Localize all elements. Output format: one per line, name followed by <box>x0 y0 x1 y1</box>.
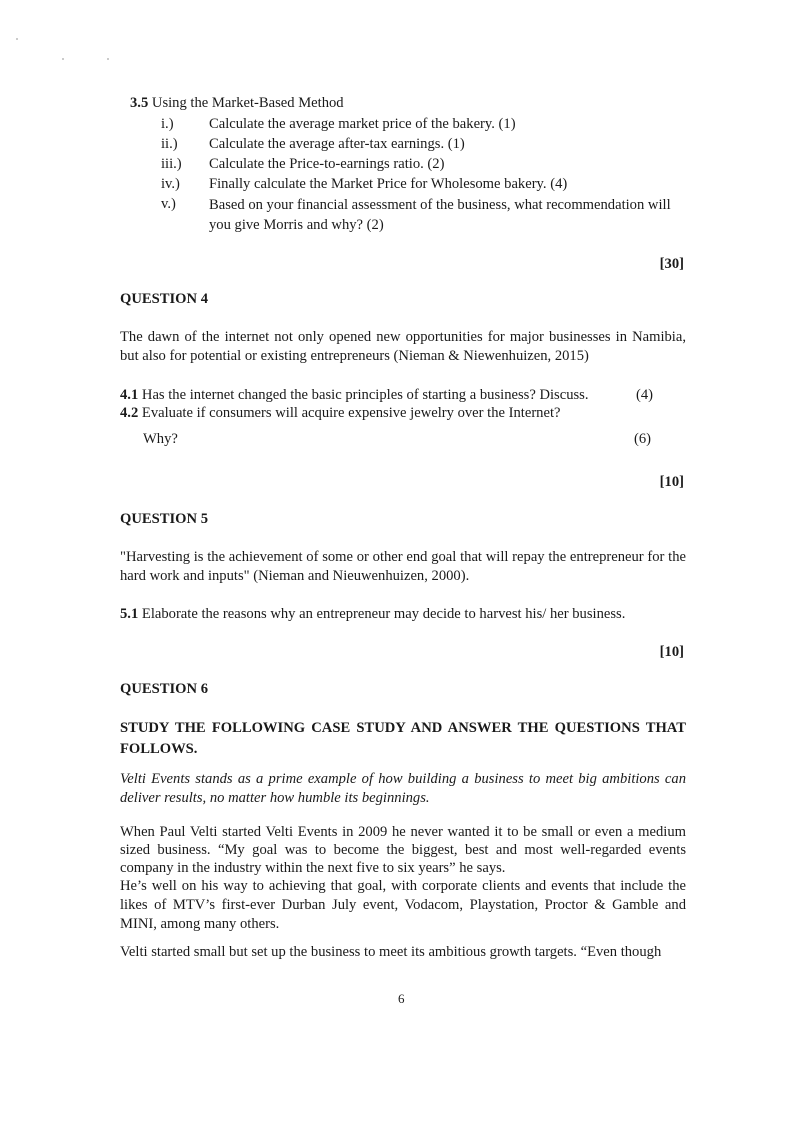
question-3-5-heading <box>130 94 344 113</box>
item-number: v.) <box>161 196 176 212</box>
case-study-paragraph: He’s well on his way to achieving that goal, with corporate clients and events that include the likes of MTV’s first-ever Durban July event, Vodacom, Playstation, Proctor & Gamble and MINI, among many others. <box>120 878 686 932</box>
item-number: iii.) <box>161 156 182 172</box>
total-marks: [30] <box>659 256 684 272</box>
item-text: Calculate the average market price of the bakery. (1) <box>209 116 516 132</box>
case-study-lead: Velti Events stands as a prime example of how building a business to meet big ambitions can deliver results, no matter how humble its beginnings. <box>120 771 686 806</box>
question-text: Why? <box>143 431 178 447</box>
question-intro: The dawn of the internet not only opened new opportunities for major businesses in Namibia, but also for potential or existing entrepreneurs (Nieman & Niewenhuizen, 2015) <box>120 329 686 364</box>
sub-question-4-1 <box>120 386 589 405</box>
question-title: QUESTION 5 <box>120 511 208 527</box>
question-intro: "Harvesting is the achievement of some or other end goal that will repay the entrepreneur for the hard work and inputs" (Nieman and Nieuwenhuizen, 2000). <box>120 549 686 584</box>
marks-allocation: (6) <box>634 431 652 447</box>
case-study-instruction: STUDY THE FOLLOWING CASE STUDY AND ANSWER THE QUESTIONS THAT FOLLOWS. <box>120 720 686 757</box>
sub-question-5-1 <box>120 605 625 624</box>
marks-allocation: (4) <box>636 387 654 403</box>
item-text: Finally calculate the Market Price for Wholesome bakery. (4) <box>209 176 568 192</box>
item-text: Calculate the average after-tax earnings. (1) <box>209 136 465 152</box>
sub-question-4-2 <box>120 404 561 423</box>
question-text: Has the internet changed the basic principles of starting a business? Discuss. <box>138 387 589 403</box>
question-number: 4.2 <box>120 405 139 421</box>
scan-speck <box>107 58 109 60</box>
question-title: QUESTION 6 <box>120 681 208 697</box>
item-text: Based on your financial assessment of the business, what recommendation will you give Morris and why? (2) <box>209 197 671 233</box>
scan-speck <box>62 58 64 60</box>
item-number: iv.) <box>161 176 180 192</box>
total-marks: [10] <box>659 644 684 660</box>
question-number: 5.1 <box>120 606 139 622</box>
case-study-paragraph: When Paul Velti started Velti Events in 2009 he never wanted it to be small or even a medium sized business. “My goal was to become the biggest, best and most well-regarded events company in the industry within the next five to six years” he says. <box>120 824 686 876</box>
item-number: i.) <box>161 116 174 132</box>
question-text: Using the Market-Based Method <box>148 95 344 111</box>
question-title: QUESTION 4 <box>120 291 208 307</box>
item-number: ii.) <box>161 136 178 152</box>
question-number: 3.5 <box>130 95 149 111</box>
question-text: Evaluate if consumers will acquire expensive jewelry over the Internet? <box>138 405 561 421</box>
scan-speck <box>16 38 18 40</box>
item-text: Calculate the Price-to-earnings ratio. (2) <box>209 156 445 172</box>
question-text: Elaborate the reasons why an entrepreneur may decide to harvest his/ her business. <box>138 606 626 622</box>
case-study-paragraph: Velti started small but set up the business to meet its ambitious growth targets. “Even though <box>120 944 662 960</box>
question-number: 4.1 <box>120 387 139 403</box>
total-marks: [10] <box>659 474 684 490</box>
page-number: 6 <box>398 991 405 1006</box>
